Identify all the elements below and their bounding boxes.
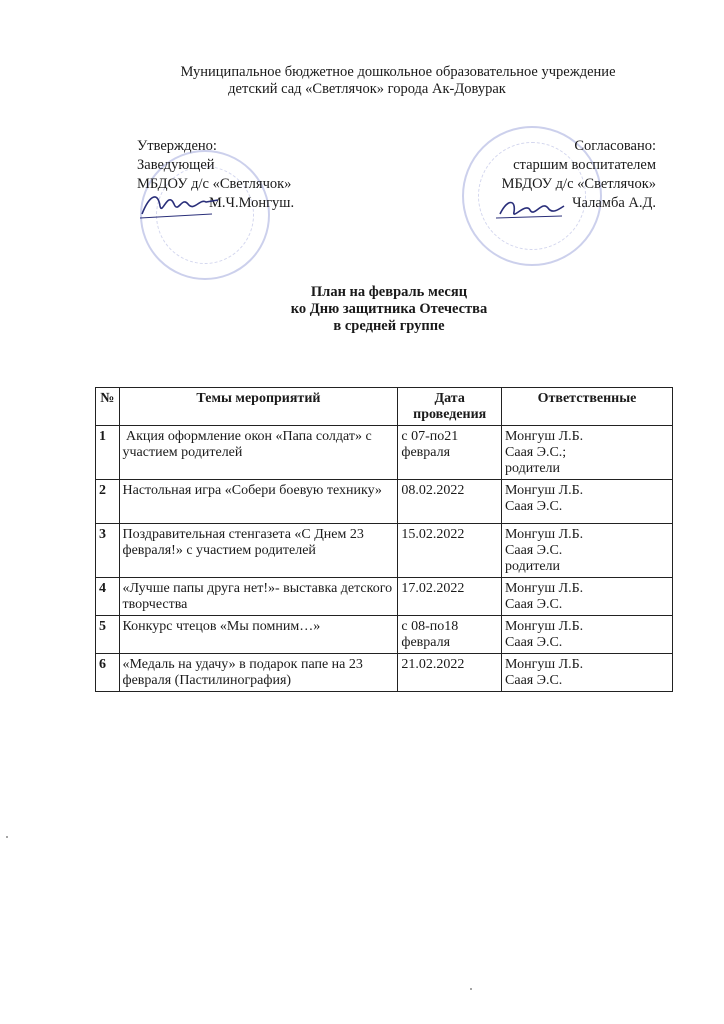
responsible-person: Саая Э.С. xyxy=(505,499,563,514)
responsible-person: родители xyxy=(505,559,561,574)
approved-title: Утверждено: xyxy=(137,138,217,154)
row-number: 5 xyxy=(96,616,120,654)
table-header-row xyxy=(96,388,673,426)
row-number: 1 xyxy=(96,426,120,480)
row-topic: Настольная игра «Собери боевую технику» xyxy=(119,480,398,524)
table-row xyxy=(96,616,673,654)
row-topic: Поздравительная стенгазета «С Днем 23 февраля!» с участием родителей xyxy=(119,524,398,578)
row-responsible xyxy=(502,426,673,480)
scan-speck xyxy=(6,836,8,838)
table-row xyxy=(96,654,673,692)
title-line-3: в средней группе xyxy=(333,318,445,334)
row-topic: «Лучше папы друга нет!»- выставка детского творчества xyxy=(119,578,398,616)
header-responsible: Ответственные xyxy=(502,388,673,426)
row-responsible xyxy=(502,654,673,692)
document-title xyxy=(0,284,724,335)
title-line-2: ко Дню защитника Отечества xyxy=(290,301,488,317)
responsible-person: родители xyxy=(505,461,561,476)
responsible-person: Монгуш Л.Б. xyxy=(505,527,584,542)
responsible-person: Монгуш Л.Б. xyxy=(505,581,584,596)
row-date: 15.02.2022 xyxy=(398,524,502,578)
table-row xyxy=(96,480,673,524)
org-line-2: детский сад «Светлячок» города Ак-Довурак xyxy=(228,81,506,97)
org-line-1: Муниципальное бюджетное дошкольное образовательное учреждение xyxy=(180,64,616,80)
signature-left-icon xyxy=(140,184,220,224)
organization-header xyxy=(0,64,724,98)
row-date: с 08-по18 февраля xyxy=(398,616,502,654)
row-responsible xyxy=(502,578,673,616)
responsible-person: Саая Э.С. xyxy=(505,543,563,558)
responsible-person: Монгуш Л.Б. xyxy=(505,429,584,444)
row-responsible xyxy=(502,480,673,524)
responsible-person: Монгуш Л.Б. xyxy=(505,619,584,634)
responsible-person: Саая Э.С.; xyxy=(505,445,567,460)
agreed-org: МБДОУ д/с «Светлячок» xyxy=(501,176,656,192)
responsible-person: Саая Э.С. xyxy=(505,597,563,612)
table-row xyxy=(96,426,673,480)
responsible-person: Монгуш Л.Б. xyxy=(505,483,584,498)
table-row xyxy=(96,524,673,578)
row-responsible xyxy=(502,524,673,578)
header-date: Дата проведения xyxy=(398,388,502,426)
responsible-person: Саая Э.С. xyxy=(505,673,563,688)
row-topic: «Медаль на удачу» в подарок папе на 23 февраля (Пастилинография) xyxy=(119,654,398,692)
row-date: 08.02.2022 xyxy=(398,480,502,524)
row-topic: Конкурс чтецов «Мы помним…» xyxy=(119,616,398,654)
header-topic: Темы мероприятий xyxy=(119,388,398,426)
approved-signer: М.Ч.Монгуш. xyxy=(209,195,295,211)
row-number: 3 xyxy=(96,524,120,578)
responsible-person: Саая Э.С. xyxy=(505,635,563,650)
agreed-title: Согласовано: xyxy=(574,138,656,154)
agreed-signer: Чаламба А.Д. xyxy=(572,195,656,211)
scan-speck xyxy=(470,988,472,990)
plan-table xyxy=(95,387,673,692)
agreed-role: старшим воспитателем xyxy=(513,157,656,173)
row-topic: Акция оформление окон «Папа солдат» с участием родителей xyxy=(119,426,398,480)
signature-right-icon xyxy=(496,190,566,226)
row-number: 2 xyxy=(96,480,120,524)
row-date: 21.02.2022 xyxy=(398,654,502,692)
row-number: 6 xyxy=(96,654,120,692)
approved-role: Заведующей xyxy=(137,157,215,173)
responsible-person: Монгуш Л.Б. xyxy=(505,657,584,672)
table-row xyxy=(96,578,673,616)
header-number: № xyxy=(96,388,120,426)
title-line-1: План на февраль месяц xyxy=(310,284,468,300)
row-number: 4 xyxy=(96,578,120,616)
row-responsible xyxy=(502,616,673,654)
row-date: 17.02.2022 xyxy=(398,578,502,616)
approved-org: МБДОУ д/с «Светлячок» xyxy=(137,176,292,192)
row-date: с 07-по21 февраля xyxy=(398,426,502,480)
